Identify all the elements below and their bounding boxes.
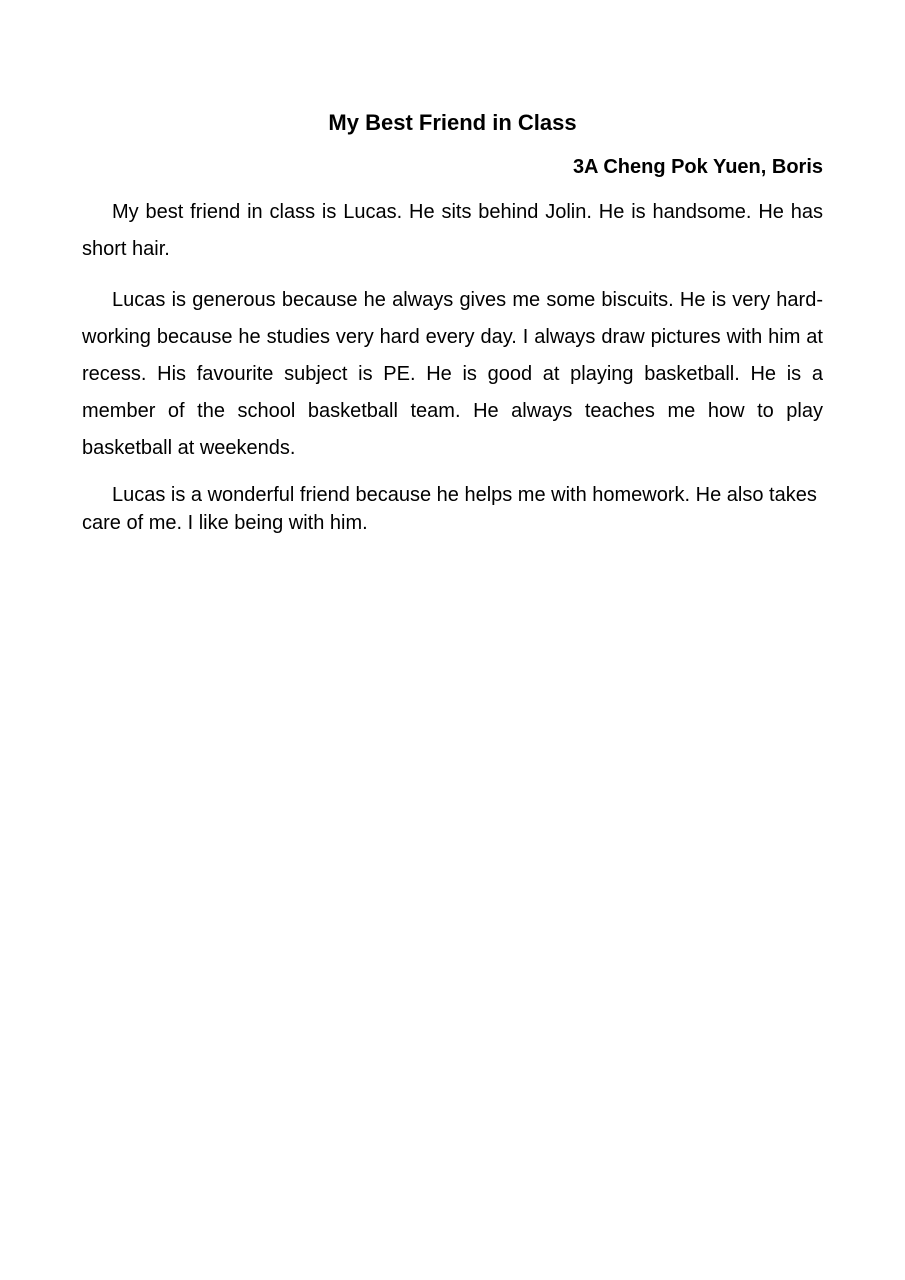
document-title: My Best Friend in Class xyxy=(328,110,577,135)
paragraph-3: Lucas is a wonderful friend because he helps me with homework. He also takes care of me. I like being with him. xyxy=(82,484,817,534)
paragraph-2: Lucas is generous because he always gives me some biscuits. He is very hard-working because he studies very hard every day. I always draw pictures with him at recess. His favourite subject is PE. He is good at playing basketball. He is a member of the school basketball team. He always teaches me how to play basketball at weekends. xyxy=(82,289,823,459)
author-line: 3A Cheng Pok Yuen, Boris xyxy=(572,156,823,178)
paragraph-1: My best friend in class is Lucas. He sits behind Jolin. He is handsome. He has short hair. xyxy=(82,201,823,260)
